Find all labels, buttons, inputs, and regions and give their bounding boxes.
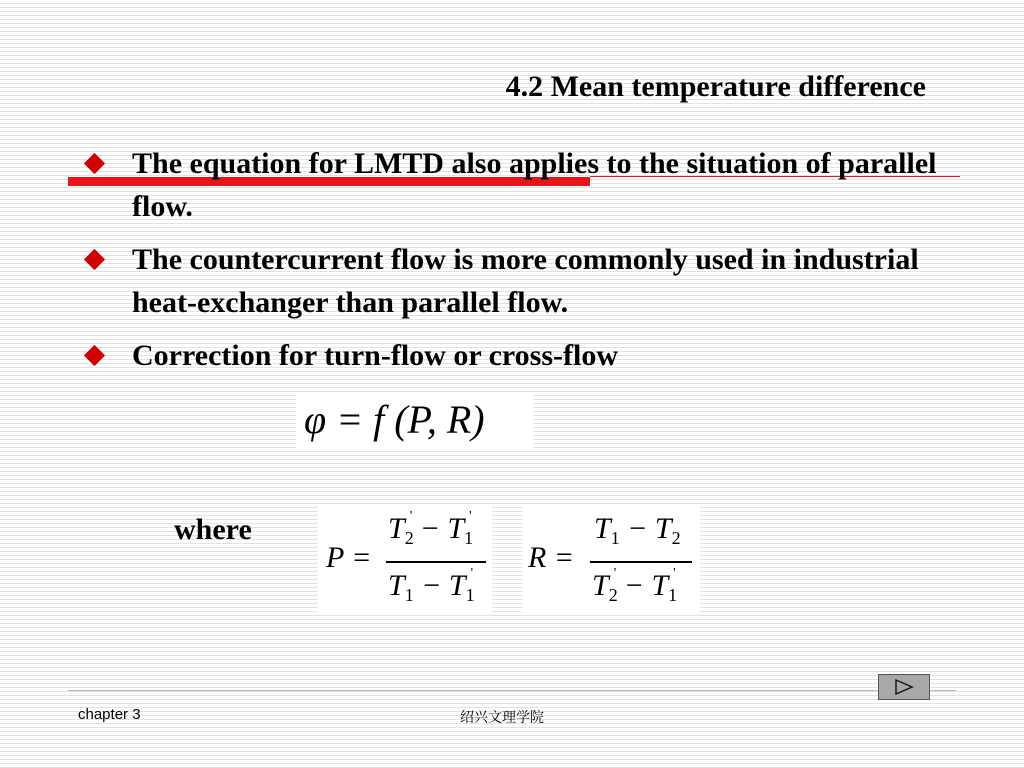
bullet-text: The equation for LMTD also applies to the situation of parallel flow. — [132, 147, 937, 223]
r-formula-numerator: $T_1 - T_2$ — [594, 512, 681, 548]
bullet-text: Correction for turn-flow or cross-flow — [132, 339, 619, 372]
bullet-item — [82, 142, 942, 228]
play-triangle-icon — [894, 679, 914, 695]
slide-title: 4.2 Mean temperature difference — [505, 70, 926, 103]
p-formula — [318, 505, 492, 613]
p-fraction-bar — [386, 561, 486, 563]
diamond-bullet-icon — [84, 345, 105, 366]
footer-chapter: chapter 3 — [78, 706, 141, 723]
r-formula-denominator: $T_2' - T_1'$ — [592, 566, 678, 605]
p-formula-lhs: P = — [326, 541, 372, 574]
footer-divider — [68, 690, 956, 691]
diamond-bullet-icon — [84, 249, 105, 270]
bullet-list — [82, 142, 942, 387]
bullet-item — [82, 334, 942, 377]
r-formula — [522, 505, 700, 613]
bullet-text: The countercurrent flow is more commonly used in industrial heat-exchanger than parallel flow. — [132, 243, 919, 319]
next-slide-button[interactable] — [878, 674, 930, 700]
where-label: where — [174, 513, 252, 546]
diamond-bullet-icon — [84, 153, 105, 174]
r-formula-lhs: R = — [528, 541, 575, 574]
phi-formula — [296, 394, 534, 450]
footer-institution: 绍兴文理学院 — [460, 710, 544, 726]
p-formula-denominator: $T_1 - T_1'$ — [388, 566, 475, 605]
bullet-item — [82, 238, 942, 324]
p-formula-numerator: $T_2' - T_1'$ — [388, 509, 474, 548]
phi-formula-text: φ = f (P, R) — [304, 397, 485, 442]
r-fraction-bar — [590, 561, 692, 563]
